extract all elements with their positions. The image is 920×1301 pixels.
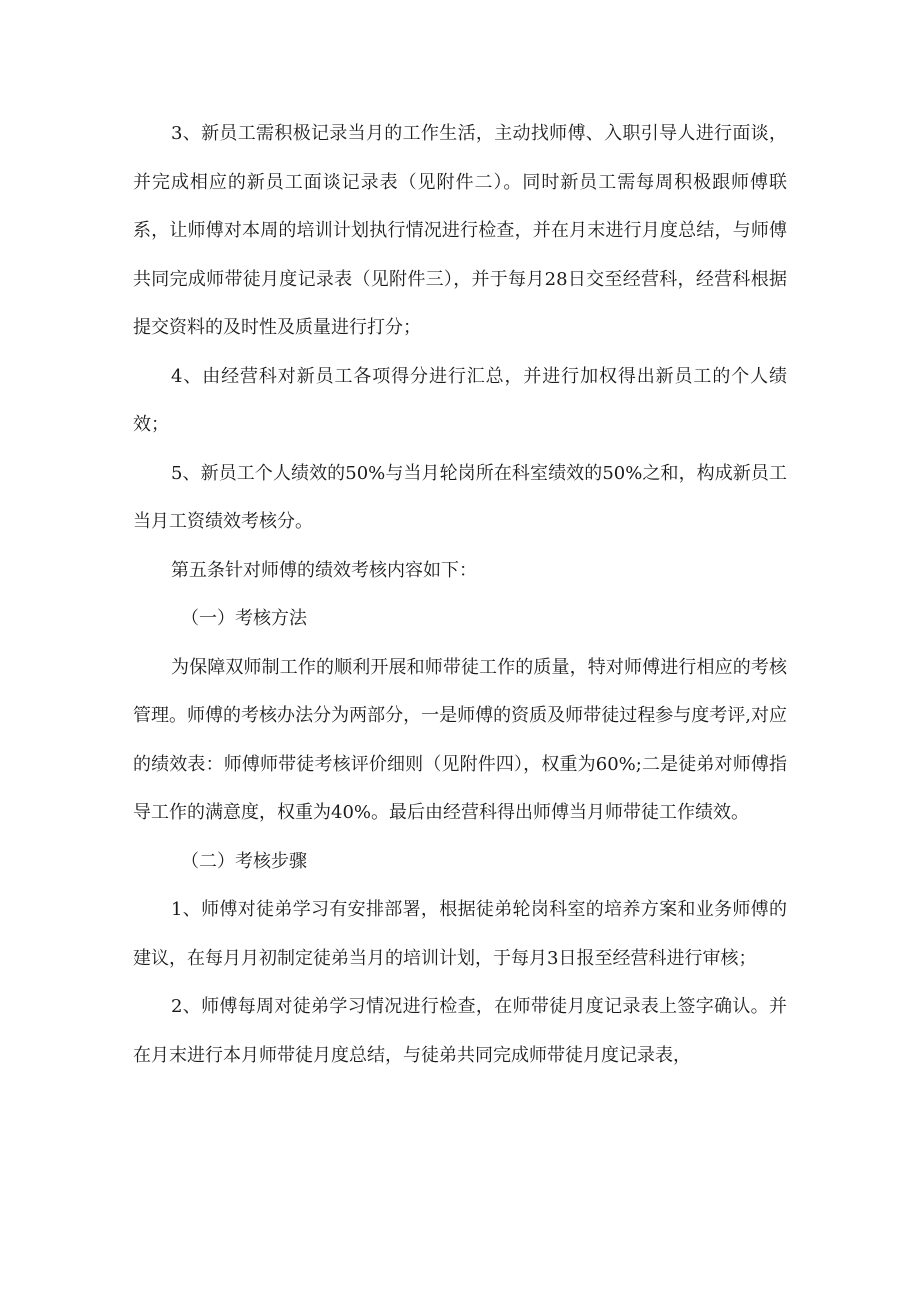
document-body <box>133 110 787 1080</box>
paragraph-step-2: 2、师傅每周对徒弟学习情况进行检查，在师带徒月度记录表上签字确认。并在月末进行本月师带徒月度总结，与徒弟共同完成师带徒月度记录表， <box>133 996 787 1066</box>
paragraph-item-4: 4、由经营科对新员工各项得分进行汇总，并进行加权得出新员工的个人绩效； <box>133 365 787 435</box>
paragraph-item-3: 3、新员工需积极记录当月的工作生活，主动找师傅、入职引导人进行面谈，并完成相应的新员工面谈记录表（见附件二）。同时新员工需每周积极跟师傅联系，让师傅对本周的培训计划执行情况进行检查，并在月末进行月度总结，与师傅共同完成师带徒月度记录表（见附件三），并于每月28日交至经营科，经营科根据提交资料的及时性及质量进行打分； <box>133 123 787 338</box>
section-heading-method: （一）考核方法 <box>181 608 307 629</box>
article-five-heading: 第五条针对师傅的绩效考核内容如下： <box>171 559 477 581</box>
section-heading-steps: （二）考核步骤 <box>181 850 307 872</box>
paragraph-method: 为保障双师制工作的顺利开展和师带徒工作的质量，特对师傅进行相应的考核管理。师傅的考核办法分为两部分，一是师傅的资质及师带徒过程参与度考评,对应的绩效表：师傅师带徒考核评价细则（见附件四），权重为60%;二是徒弟对师傅指导工作的满意度，权重为40%。最后由经营科得出师傅当月师带徒工作绩效。 <box>133 656 787 823</box>
paragraph-step-1: 1、师傅对徒弟学习有安排部署，根据徒弟轮岗科室的培养方案和业务师傅的建议，在每月月初制定徒弟当月的培训计划，于每月3日报至经营科进行审核； <box>133 899 787 969</box>
paragraph-item-5: 5、新员工个人绩效的50%与当月轮岗所在科室绩效的50%之和，构成新员工当月工资绩效考核分。 <box>133 462 787 532</box>
